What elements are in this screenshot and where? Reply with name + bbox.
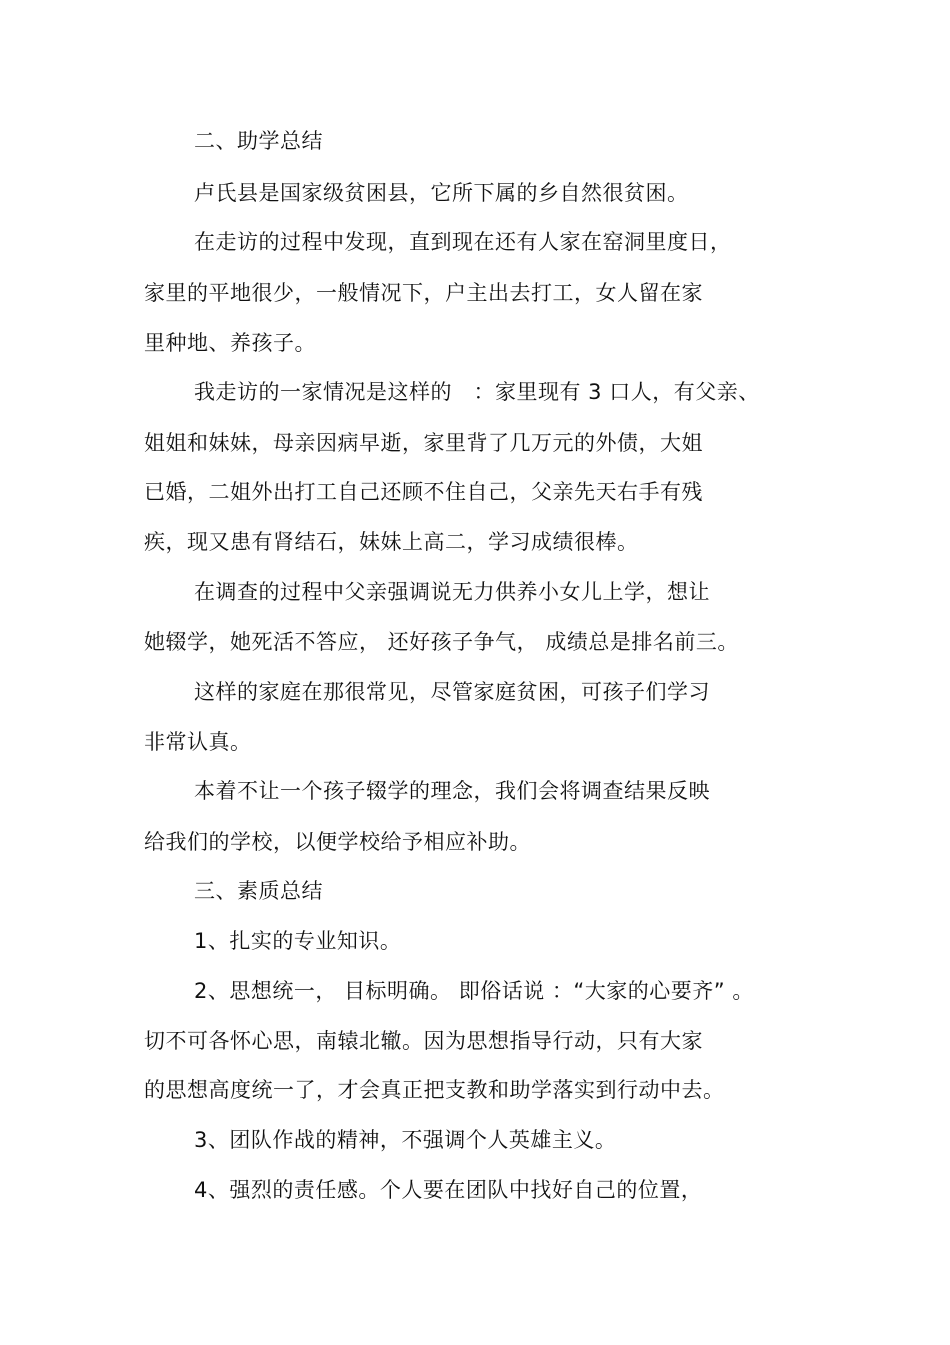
list-item: 1、扎实的专业知识。 [194, 929, 402, 953]
paragraph-line: 卢氏县是国家级贫困县，它所下属的乡自然很贫困。 [194, 181, 689, 205]
paragraph-line: 已婚，二姐外出打工自己还顾不住自己，父亲先天右手有残 [144, 480, 703, 504]
paragraph-line: 的思想高度统一了，才会真正把支教和助学落实到行动中去。 [144, 1078, 725, 1102]
paragraph-line: 这样的家庭在那很常见，尽管家庭贫困，可孩子们学习 [194, 680, 710, 704]
paragraph-line: 家里的平地很少，一般情况下，户主出去打工，女人留在家 [144, 281, 703, 305]
paragraph-line: 在走访的过程中发现，直到现在还有人家在窑洞里度日， [194, 230, 732, 254]
paragraph-line: 非常认真。 [144, 730, 252, 754]
paragraph-line: 在调查的过程中父亲强调说无力供养小女儿上学，想让 [194, 580, 710, 604]
list-item: 2、思想统一， 目标明确。 即俗话说 ：“大家的心要齐” 。 [194, 979, 754, 1003]
paragraph-line: 给我们的学校，以便学校给予相应补助。 [144, 830, 531, 854]
paragraph-line: 疾，现又患有肾结石，妹妹上高二，学习成绩很棒。 [144, 530, 639, 554]
paragraph-line: 我走访的一家情况是这样的 ：家里现有 3 口人，有父亲、 [194, 380, 760, 404]
paragraph-line: 切不可各怀心思，南辕北辙。因为思想指导行动，只有大家 [144, 1029, 703, 1053]
list-item: 4、强烈的责任感。个人要在团队中找好自己的位置， [194, 1178, 703, 1202]
section-heading-quality-summary: 三、素质总结 [194, 879, 323, 903]
paragraph-line: 本着不让一个孩子辍学的理念，我们会将调查结果反映 [194, 779, 710, 803]
list-item: 3、团队作战的精神，不强调个人英雄主义。 [194, 1128, 617, 1152]
paragraph-line: 她辍学，她死活不答应， 还好孩子争气， 成绩总是排名前三。 [144, 630, 739, 654]
paragraph-line: 里种地、养孩子。 [144, 331, 316, 355]
paragraph-line: 姐姐和妹妹，母亲因病早逝，家里背了几万元的外债，大姐 [144, 431, 703, 455]
section-heading-aid-summary: 二、助学总结 [194, 129, 323, 153]
